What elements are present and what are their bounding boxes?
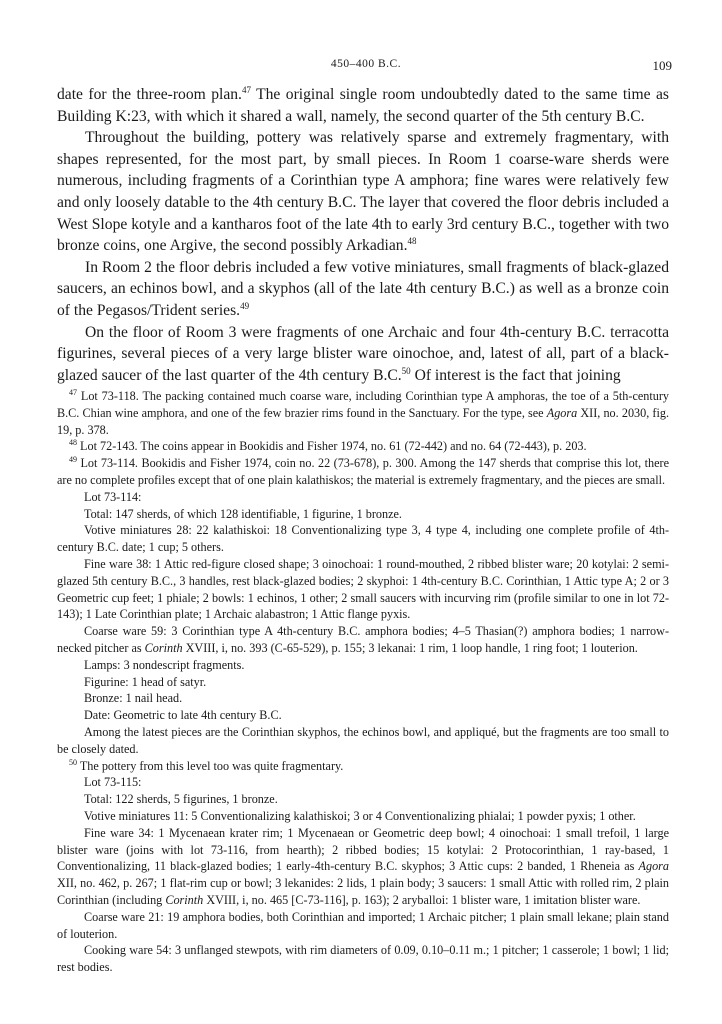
- footnote-line: [57, 707, 669, 724]
- footnote-ref: 49: [240, 300, 250, 311]
- text-run: XVIII, i, no. 393 (C-65-529), p. 155; 3 lekanai: 1 rim, 1 loop handle, 1 ring foot; 1 louterion.: [182, 640, 638, 655]
- footnote-47: [57, 388, 669, 438]
- footnote-ref: 50: [401, 365, 411, 376]
- footnote-line: [57, 657, 669, 674]
- text-run: XII, no. 2030, fig. 19, p. 378.: [57, 405, 669, 437]
- text-run: Total: 122 sherds, 5 figurines, 1 bronze.: [84, 792, 278, 807]
- text-run: Among the latest pieces are the Corinthian skyphos, the echinos bowl, and appliqué, but the fragments are too small to be closely dated.: [57, 724, 669, 756]
- text-run: Fine ware 34: 1 Mycenaean krater rim; 1 Mycenaean or Geometric deep bowl; 4 oinochoai: 1 small trefoil, 1 large blister ware (joins with lot 73-116, from hearth); 2 ribbed bodies; 15 kotylai: 2 Protocorinthian, 1 ray-based, 1 Conventionalizing, 11 black-glazed bodies; 1 early-4th-century B.C. skyphos; 3 Attic cups: 2 banded, 1 Rheneia as: [57, 825, 669, 874]
- text-run: Lot 73-114:: [84, 489, 142, 504]
- footnote-line: [57, 690, 669, 707]
- text-run: XVIII, i, no. 465 [C-73-116], p. 163); 2 aryballoi: 1 blister ware, 1 imitation blister ware.: [203, 892, 641, 907]
- text-run: Votive miniatures 28: 22 kalathiskoi: 18 Conventionalizing type 3, 4 type 4, including one complete profile of 4th-century B.C. date; 1 cup; 5 others.: [57, 523, 669, 555]
- text-run: In Room 2 the floor debris included a few votive miniatures, small fragments of black-glazed saucers, an echinos bowl, and a skyphos (all of the late 4th century B.C.) as well as a bronze coin of the Pegasos/Trident series.: [57, 258, 669, 319]
- footnote-line: [57, 623, 669, 657]
- footnote-50: [57, 758, 669, 775]
- text-run: Coarse ware 59: 3 Corinthian type A 4th-century B.C. amphora bodies; 4–5 Thasian(?) amphora bodies; 1 narrow-necked pitcher as: [57, 624, 669, 655]
- italic-title: Corinth: [144, 640, 183, 655]
- text-run: Fine ware 38: 1 Attic red-figure closed shape; 3 oinochoai: 1 round-mouthed, 2 ribbed blister ware; 20 kotylai: 2 semi-glazed 5th century B.C., 3 handles, rest black-glazed bodies; 2 skyphoi: 1 4th-century B.C. Corinthian, 1 Attic type A; 2 or 3 Geometric cup feet; 1 phiale; 2 bowls: 1 echinos, 1 other; 2 small saucers with incurving rim (profile similar to one in lot 72-143); 1 Late Corinthian plate; 1 Archaic alabastron; 1 Attic flange pyxis.: [57, 556, 669, 622]
- text-run: Lot 73-114. Bookidis and Fisher 1974, coin no. 22 (73-678), p. 300. Among the 147 sherds that comprise this lot, there are no complete profiles except that of one plain kalathiskos; the material is extremely fragmentary, and the pieces are small.: [57, 456, 669, 487]
- footnote-line: [57, 489, 669, 506]
- footnote-ref: 48: [69, 438, 77, 448]
- text-run: date for the three-room plan.: [57, 86, 242, 103]
- body-paragraph: [57, 127, 669, 257]
- italic-title: Corinth: [165, 892, 204, 907]
- footnote-line: [57, 506, 669, 523]
- footnote-ref: 49: [69, 455, 77, 465]
- footnote-49: [57, 455, 669, 489]
- text-run: XII, no. 462, p. 267; 1 flat-rim cup or bowl; 3 lekanides: 2 lids, 1 plain body; 3 saucers: 1 small Attic with rolled rim, 2 plain Corinthian (including: [57, 876, 669, 907]
- footnote-line: [57, 808, 669, 825]
- page-number: 109: [652, 58, 672, 73]
- footnotes: [57, 388, 669, 976]
- text-run: Coarse ware 21: 19 amphora bodies, both Corinthian and imported; 1 Archaic pitcher; 1 plain small lekane; plain stand of louterion.: [57, 909, 669, 941]
- footnote-line: [57, 522, 669, 556]
- text-run: Bronze: 1 nail head.: [84, 691, 183, 706]
- footnote-line: [57, 724, 669, 758]
- footnote-ref: 47: [69, 387, 77, 397]
- footnote-line: [57, 791, 669, 808]
- footnote-ref: 47: [241, 84, 251, 95]
- text-run: Date: Geometric to late 4th century B.C.: [84, 708, 282, 723]
- text-run: Lot 72-143. The coins appear in Bookidis and Fisher 1974, no. 61 (72-442) and no. 64 (72-443), p. 203.: [77, 439, 587, 454]
- footnote-line: [57, 825, 669, 909]
- footnote-48: [57, 438, 669, 455]
- text-run: Lot 73-115:: [84, 775, 142, 790]
- text-run: Cooking ware 54: 3 unflanged stewpots, with rim diameters of 0.09, 0.10–0.11 m.; 1 pitcher; 1 casserole; 1 bowl; 1 lid; rest bodies.: [57, 943, 669, 975]
- running-head: 450–400 B.C.: [330, 58, 402, 70]
- footnote-line: [57, 909, 669, 943]
- body-paragraph: [57, 257, 669, 322]
- text-run: Lamps: 3 nondescript fragments.: [84, 657, 245, 672]
- text-run: The original single room undoubtedly dated to the same time as Building K:23, with which it shared a wall, namely, the second quarter of the 5th century B.C.: [57, 86, 669, 125]
- text-run: Lot 73-118. The packing contained much coarse ware, including Corinthian type A amphoras, the toe of a 5th-century B.C. Chian wine amphora, and one of the few brazier rims found in the Sanctuary. For the type, see: [57, 389, 669, 420]
- text-run: Of interest is the fact that joining: [410, 366, 621, 384]
- text-run: Throughout the building, pottery was relatively sparse and extremely fragmentary, with shapes represented, for the most part, by small pieces. In Room 1 coarse-ware sherds were numerous, including fragments of a Corinthian type A amphora; fine wares were relatively few and only loosely datable to the 4th century B.C. The layer that covered the floor debris included a West Slope kotyle and a kantharos foot of the late 4th to early 3rd century B.C., together with two bronze coins, one Argive, the second possibly Arkadian.: [57, 129, 669, 255]
- italic-title: Agora: [546, 405, 578, 420]
- italic-title: Agora: [638, 859, 669, 874]
- text-run: Votive miniatures 11: 5 Conventionalizing kalathiskoi; 3 or 4 Conventionalizing phialai; 1 powder pyxis; 1 other.: [84, 808, 636, 823]
- text-run: Figurine: 1 head of satyr.: [84, 674, 207, 689]
- text-run: On the floor of Room 3 were fragments of one Archaic and four 4th-century B.C. terracotta figurines, several pieces of a very large blister ware oinochoe, and, latest of all, part of a black-glazed saucer of the last quarter of the 4th century B.C.: [57, 323, 669, 384]
- body-paragraph: [57, 84, 669, 127]
- text-run: Total: 147 sherds, of which 128 identifiable, 1 figurine, 1 bronze.: [84, 506, 402, 521]
- footnote-ref: 48: [407, 235, 417, 246]
- footnote-line: [57, 674, 669, 691]
- footnote-line: [57, 556, 669, 623]
- text-run: The pottery from this level too was quite fragmentary.: [77, 758, 344, 773]
- footnote-ref: 50: [69, 757, 77, 767]
- body-text: [57, 84, 669, 386]
- footnote-line: [57, 774, 669, 791]
- footnote-line: [57, 942, 669, 976]
- body-paragraph: [57, 322, 669, 387]
- page-header: [60, 58, 672, 76]
